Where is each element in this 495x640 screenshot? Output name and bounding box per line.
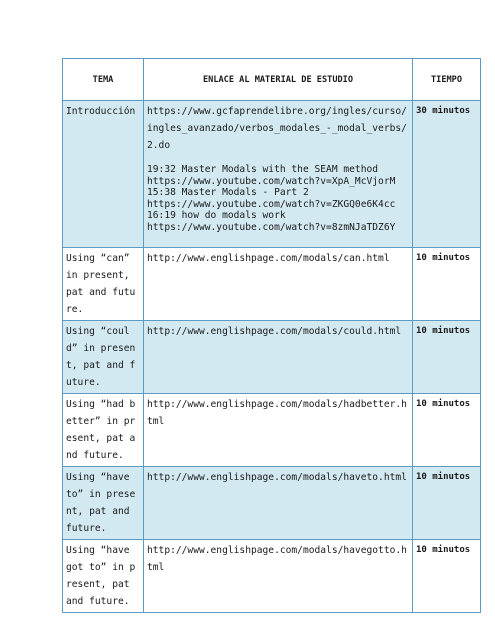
tiempo-cell: 10 minutos (413, 394, 481, 467)
video-title: 16:19 how do modals work (147, 210, 286, 221)
tema-cell: Using “had better” in present, pat and future. (63, 394, 144, 467)
link-cell[interactable]: http://www.englishpage.com/modals/can.html (144, 248, 413, 321)
table-row (63, 101, 481, 248)
tiempo-cell: 10 minutos (413, 321, 481, 394)
link-cell[interactable]: http://www.englishpage.com/modals/hadbetter.html (144, 394, 413, 467)
video-link[interactable]: https://www.youtube.com/watch?v=8zmNJaTDZ6Y (147, 221, 396, 233)
header-tema: TEMA (63, 59, 144, 101)
table-row (63, 540, 481, 613)
video-link[interactable]: https://www.youtube.com/watch?v=XpA_McVjorM (147, 175, 396, 187)
link-text[interactable]: https://www.gcfaprendelibre.org/ingles/curso/ingles_avanzado/verbos_modales_-_modal_verbs/2.do (147, 106, 407, 151)
tema-cell: Using “could” in present, pat and future. (63, 321, 144, 394)
tema-cell: Using “can” in present, pat and future. (63, 248, 144, 321)
tiempo-cell: 10 minutos (413, 248, 481, 321)
tiempo-cell: 30 minutos (413, 101, 481, 248)
link-cell[interactable]: http://www.englishpage.com/modals/could.html (144, 321, 413, 394)
tema-cell: Using “have got to” in present, pat and future. (63, 540, 144, 613)
video-link[interactable]: https://www.youtube.com/watch?v=ZKGQ0e6K4cc (147, 198, 396, 210)
tiempo-cell: 10 minutos (413, 540, 481, 613)
table-row (63, 248, 481, 321)
tema-cell: Using “have to” in present, pat and future. (63, 467, 144, 540)
video-title: 19:32 Master Modals with the SEAM method (147, 164, 379, 175)
video-title: 15:38 Master Modals - Part 2 (147, 187, 309, 198)
table-header-row (63, 59, 481, 101)
header-tiempo: TIEMPO (413, 59, 481, 101)
spacer (147, 154, 409, 164)
link-cell[interactable]: http://www.englishpage.com/modals/havegotto.html (144, 540, 413, 613)
tema-cell: Introducción (63, 101, 144, 248)
table-row (63, 321, 481, 394)
link-cell (144, 101, 413, 248)
table-row (63, 394, 481, 467)
study-material-table (62, 58, 481, 613)
header-enlace: ENLACE AL MATERIAL DE ESTUDIO (144, 59, 413, 101)
link-cell[interactable]: http://www.englishpage.com/modals/haveto.html (144, 467, 413, 540)
table-row (63, 467, 481, 540)
tiempo-cell: 10 minutos (413, 467, 481, 540)
